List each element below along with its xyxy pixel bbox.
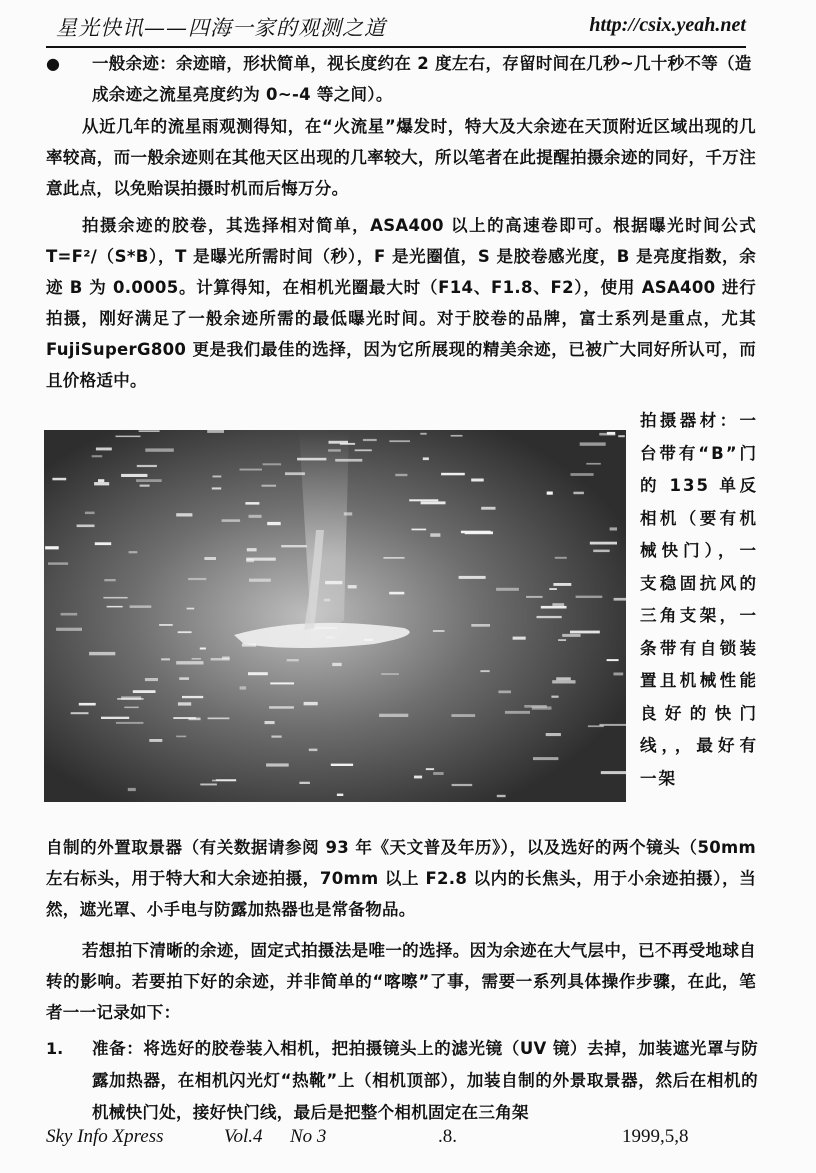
paragraph-2: 拍摄余迹的胶卷，其选择相对简单，ASA400 以上的高速卷即可。根据曝光时间公式 T=F²/（S*B），T 是曝光所需时间（秒），F 是光圈值，S 是胶卷感光度，B 是亮度指数，余迹 B 为 0.0005。计算得知，在相机光圈最大时（F14、F1.8、F2），使用 ASA400 进行拍摄，刚好满足了一般余迹所需的最低曝光时间。对于胶卷的品牌，富士系列是重点，尤其 FujiSuperG800 更是我们最佳的选择，因为它所展现的精美余迹，已被广大同好所认可，而且价格适中。 <box>46 216 756 390</box>
volume: Vol.4 <box>224 1126 263 1147</box>
website-url[interactable]: http://csix.yeah.net <box>589 14 746 36</box>
bullet-icon: ● <box>46 54 60 73</box>
issue-date: 1999,5,8 <box>622 1126 689 1147</box>
meteor-train-photo <box>44 430 626 802</box>
paragraph-3: 自制的外置取景器（有关数据请参阅 93 年《天文普及年历》），以及选好的两个镜头（50mm 左右标头，用于特大和大余迹拍摄，70mm 以上 F2.8 以内的长焦头，用于小余迹拍摄），当然，遮光罩、小手电与防露加热器也是常备物品。 <box>46 838 756 919</box>
page-number: .8. <box>438 1126 457 1147</box>
journal-name: Sky Info Xpress <box>46 1126 164 1147</box>
bullet-text: 一般余迹：余迹暗，形状简单，视长度约在 2 度左右，存留时间在几秒~几十秒不等（造成余迹之流星亮度约为 0~-4 等之间）。 <box>92 54 752 104</box>
issue-number: No 3 <box>290 1126 327 1147</box>
page-footer <box>46 1126 758 1166</box>
equipment-sidebar-text: 拍摄器材：一台带有“B”门的 135 单反相机（要有机械快门），一支稳固抗风的三角支架，一条带有自锁装置且机械性能良好的快门线，，最好有一架 <box>640 411 758 788</box>
paragraph-4: 若想拍下清晰的余迹，固定式拍摄法是唯一的选择。因为余迹在大气层中，已不再受地球自转的影响。若要拍下好的余迹，并非简单的“喀嚓”了事，需要一系列具体操作步骤，在此，笔者一一记录如下： <box>46 941 756 1022</box>
step-text: 准备：将选好的胶卷装入相机，把拍摄镜头上的滤光镜（UV 镜）去掉，加装遮光罩与防露加热器，在相机闪光灯“热靴”上（相机顶部），加装自制的外景取景器，然后在相机的机械快门处，接好快门线，最后是把整个相机固定在三角架 <box>92 1039 758 1122</box>
step-number: 1. <box>46 1039 64 1058</box>
paragraph-1: 从近几年的流星雨观测得知，在“火流星”爆发时，特大及大余迹在天顶附近区域出现的几率较高，而一般余迹则在其他天区出现的几率较大，所以笔者在此提醒拍摄余迹的同好，千万注意此点，以免贻误拍摄时机而后悔万分。 <box>46 117 756 198</box>
newsletter-title: 星光快讯——四海一家的观测之道 <box>56 16 386 40</box>
page-header <box>46 8 746 48</box>
